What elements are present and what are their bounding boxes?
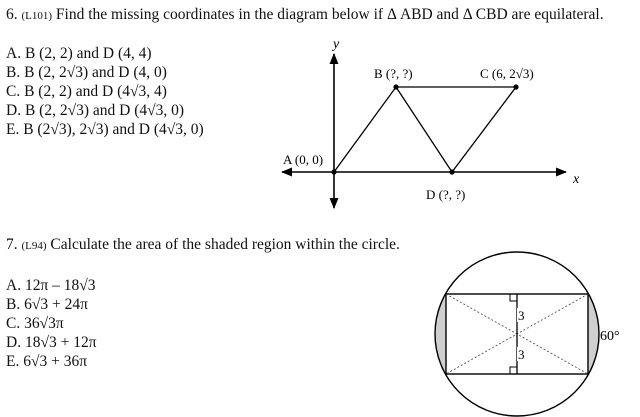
- choice-text: 36√3π: [24, 315, 64, 332]
- choice-text: B (2, 2) and D (4, 4): [24, 45, 152, 62]
- y-axis-label: y: [333, 37, 340, 52]
- triangles-abd-cbd: [334, 87, 516, 172]
- choice-text: B (2, 2√3) and D (4, 0): [24, 64, 167, 81]
- q7-choice-a[interactable]: [6, 276, 97, 295]
- segment-label-bottom: 3: [518, 347, 525, 362]
- q7-choice-b[interactable]: [6, 295, 97, 314]
- point-a: [331, 169, 336, 174]
- choice-letter: C.: [6, 83, 21, 100]
- point-d: [449, 169, 454, 174]
- x-axis-label: x: [573, 172, 580, 187]
- choice-text: 6√3 + 36π: [23, 353, 88, 370]
- q6-tag: (L101): [21, 10, 53, 22]
- choice-text: 6√3 + 24π: [24, 296, 88, 313]
- choice-text: B (2, 2√3) and D (4√3, 0): [24, 102, 185, 119]
- point-c: [513, 84, 518, 89]
- choice-text: B (2, 2) and D (4√3, 4): [24, 83, 167, 100]
- choice-letter: D.: [6, 102, 22, 119]
- choice-letter: D.: [6, 334, 22, 351]
- label-c: C (6, 2√3): [480, 66, 534, 81]
- point-b: [393, 84, 398, 89]
- choice-letter: A.: [6, 277, 22, 294]
- choice-text: 18√3 + 12π: [24, 334, 97, 351]
- angle-label: 60°: [600, 329, 620, 344]
- q7-diagram: [420, 250, 640, 417]
- choice-letter: B.: [6, 296, 21, 313]
- q7-question: [6, 236, 400, 254]
- q7-choices: [6, 276, 97, 371]
- segment-label-top: 3: [518, 308, 525, 323]
- q7-choice-e[interactable]: [6, 352, 97, 371]
- choice-text: 12π – 18√3: [24, 277, 96, 294]
- q7-choice-d[interactable]: [6, 333, 97, 352]
- label-a: A (0, 0): [283, 152, 324, 167]
- q7-tag: (L94): [21, 240, 47, 252]
- q7-choice-c[interactable]: [6, 314, 97, 333]
- choice-letter: B.: [6, 64, 21, 81]
- q7-text: Calculate the area of the shaded region within the circle.: [50, 236, 400, 253]
- label-b: B (?, ?): [374, 66, 413, 81]
- label-d: D (?, ?): [426, 187, 466, 202]
- choice-letter: A.: [6, 45, 22, 62]
- q6-text: Find the missing coordinates in the diagram below if Δ ABD and Δ CBD are equilateral.: [55, 6, 604, 23]
- choice-letter: C.: [6, 315, 21, 332]
- q6-number: 6.: [6, 6, 18, 23]
- choice-text: B (2√3), 2√3) and D (4√3, 0): [23, 121, 204, 138]
- choice-letter: E.: [6, 121, 20, 138]
- q7-number: 7.: [6, 236, 18, 253]
- choice-letter: E.: [6, 353, 20, 370]
